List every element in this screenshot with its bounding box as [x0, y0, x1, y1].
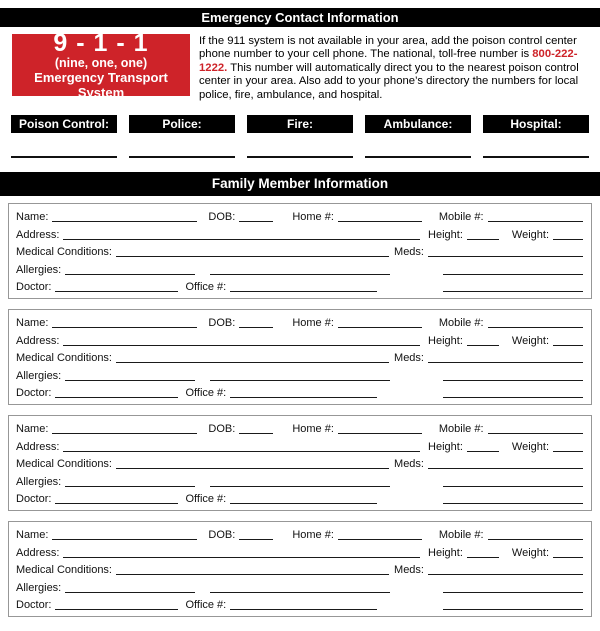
allergies-field-line[interactable]: [65, 486, 195, 487]
medical-conditions-field-line[interactable]: [116, 256, 389, 257]
member-row-2: [16, 225, 583, 242]
name-label: Name:: [16, 317, 49, 330]
meds-field-line[interactable]: [428, 362, 583, 363]
911-callout-box: [12, 28, 190, 100]
address-label: Address:: [16, 546, 60, 559]
doctor-field-line[interactable]: [55, 609, 178, 610]
member-row-2: [16, 543, 583, 560]
office-phone-field-line[interactable]: [230, 291, 377, 292]
member-row-4: [16, 260, 583, 277]
intro-section: [12, 28, 589, 102]
emergency-section-header: [0, 8, 600, 27]
member-row-3: [16, 349, 583, 366]
contact-label: Police:: [162, 117, 202, 132]
height-field-line[interactable]: [467, 557, 499, 558]
office-phone-field-line[interactable]: [230, 397, 377, 398]
contact-label-box: [483, 115, 589, 133]
dob-label: DOB:: [208, 423, 236, 436]
address-field-line[interactable]: [63, 345, 420, 346]
allergies-field-line[interactable]: [65, 592, 195, 593]
office-phone-field-line[interactable]: [230, 503, 377, 504]
office-phone-field-line[interactable]: [230, 609, 377, 610]
mobile-phone-field-line[interactable]: [488, 433, 583, 434]
meds-continued-line-2[interactable]: [443, 503, 583, 504]
name-field-line[interactable]: [52, 327, 197, 328]
office-phone-label: Office #:: [185, 280, 227, 293]
meds-continued-line-2[interactable]: [443, 397, 583, 398]
contact-label-box: [129, 115, 235, 133]
doctor-field-line[interactable]: [55, 397, 178, 398]
height-label: Height:: [428, 334, 463, 347]
name-field-line[interactable]: [52, 221, 197, 222]
contact-label-box: [11, 115, 117, 133]
home-phone-label: Home #:: [292, 317, 334, 330]
weight-label: Weight:: [511, 228, 549, 241]
meds-label: Meds:: [394, 246, 424, 259]
member-row-5: [16, 490, 583, 507]
member-row-4: [16, 472, 583, 489]
dob-label: DOB:: [208, 211, 236, 224]
member-row-1: [16, 420, 583, 437]
member-row-5: [16, 278, 583, 295]
weight-label: Weight:: [511, 546, 549, 559]
dob-field-line[interactable]: [239, 221, 273, 222]
mobile-phone-label: Mobile #:: [438, 529, 484, 542]
family-member-list: [0, 203, 600, 617]
member-row-5: [16, 596, 583, 613]
office-phone-label: Office #:: [185, 386, 227, 399]
weight-field-line[interactable]: [553, 451, 583, 452]
mobile-phone-label: Mobile #:: [438, 317, 484, 330]
height-label: Height:: [428, 440, 463, 453]
family-section-title: Family Member Information: [211, 176, 389, 192]
contact-write-in-line[interactable]: [483, 133, 589, 158]
weight-field-line[interactable]: [553, 239, 583, 240]
home-phone-field-line[interactable]: [338, 433, 422, 434]
contact-label: Ambulance:: [383, 117, 453, 132]
mobile-phone-field-line[interactable]: [488, 221, 583, 222]
contact-write-in-line[interactable]: [247, 133, 353, 158]
meds-continued-line-2[interactable]: [443, 291, 583, 292]
contact-labels-row: [11, 115, 589, 133]
instructions-text-2: This number will automatically direct you to the nearest poison control center in your area. Also add to your phone’s directory the numbers for local police, fire, ambulance, and hospital.: [199, 61, 579, 101]
doctor-label: Doctor:: [16, 386, 52, 399]
meds-field-line[interactable]: [428, 574, 583, 575]
member-row-1: [16, 526, 583, 543]
meds-label: Meds:: [394, 352, 424, 365]
allergies-label: Allergies:: [16, 369, 62, 382]
height-field-line[interactable]: [467, 239, 499, 240]
name-label: Name:: [16, 423, 49, 436]
height-field-line[interactable]: [467, 451, 499, 452]
allergies-label: Allergies:: [16, 263, 62, 276]
office-phone-label: Office #:: [185, 598, 227, 611]
dob-label: DOB:: [208, 317, 236, 330]
member-row-4: [16, 366, 583, 383]
meds-field-line[interactable]: [428, 468, 583, 469]
address-label: Address:: [16, 334, 60, 347]
home-phone-label: Home #:: [292, 423, 334, 436]
address-field-line[interactable]: [63, 239, 420, 240]
medical-conditions-label: Medical Conditions:: [16, 458, 112, 471]
home-phone-field-line[interactable]: [338, 539, 422, 540]
allergies-continued-line[interactable]: [210, 592, 390, 593]
address-field-line[interactable]: [63, 451, 420, 452]
contact-write-in-lines: [11, 133, 589, 158]
name-label: Name:: [16, 529, 49, 542]
weight-label: Weight:: [511, 440, 549, 453]
allergies-continued-line[interactable]: [210, 380, 390, 381]
family-member-card: [8, 309, 592, 405]
home-phone-label: Home #:: [292, 529, 334, 542]
medical-conditions-label: Medical Conditions:: [16, 352, 112, 365]
meds-continued-line-1[interactable]: [443, 380, 583, 381]
dob-label: DOB:: [208, 529, 236, 542]
medical-conditions-field-line[interactable]: [116, 574, 389, 575]
contact-label: Fire:: [286, 117, 313, 132]
meds-continued-line-2[interactable]: [443, 609, 583, 610]
allergies-label: Allergies:: [16, 475, 62, 488]
name-label: Name:: [16, 211, 49, 224]
contact-label: Poison Control:: [19, 117, 109, 132]
weight-field-line[interactable]: [553, 345, 583, 346]
contact-write-in-line[interactable]: [365, 133, 471, 158]
meds-label: Meds:: [394, 564, 424, 577]
meds-continued-line-1[interactable]: [443, 486, 583, 487]
dob-field-line[interactable]: [239, 327, 273, 328]
office-phone-label: Office #:: [185, 492, 227, 505]
page: [0, 8, 600, 617]
doctor-label: Doctor:: [16, 492, 52, 505]
contact-write-in-line[interactable]: [129, 133, 235, 158]
height-field-line[interactable]: [467, 345, 499, 346]
mobile-phone-label: Mobile #:: [438, 423, 484, 436]
address-label: Address:: [16, 228, 60, 241]
911-number: 9 - 1 - 1: [53, 28, 149, 57]
dob-field-line[interactable]: [239, 539, 273, 540]
emergency-section-title: Emergency Contact Information: [201, 10, 399, 25]
doctor-field-line[interactable]: [55, 291, 178, 292]
contact-label-box: [365, 115, 471, 133]
home-phone-label: Home #:: [292, 211, 334, 224]
allergies-continued-line[interactable]: [210, 274, 390, 275]
allergies-label: Allergies:: [16, 581, 62, 594]
medical-conditions-label: Medical Conditions:: [16, 246, 112, 259]
name-field-line[interactable]: [52, 539, 197, 540]
allergies-continued-line[interactable]: [210, 486, 390, 487]
instructions-paragraph: [199, 34, 589, 102]
doctor-field-line[interactable]: [55, 503, 178, 504]
doctor-label: Doctor:: [16, 280, 52, 293]
911-system-label: Emergency Transport System: [34, 69, 168, 100]
meds-field-line[interactable]: [428, 256, 583, 257]
doctor-label: Doctor:: [16, 598, 52, 611]
contact-label-box: [247, 115, 353, 133]
name-field-line[interactable]: [52, 433, 197, 434]
member-row-3: [16, 455, 583, 472]
meds-continued-line-1[interactable]: [443, 592, 583, 593]
member-row-4: [16, 578, 583, 595]
member-row-2: [16, 331, 583, 348]
meds-label: Meds:: [394, 458, 424, 471]
family-member-card: [8, 415, 592, 511]
poison-control-phone-number: 800-222-1222.: [199, 48, 578, 74]
instructions-text-1: If the 911 system is not available in your area, add the poison control center phone number to your cell phone. The national, toll-free number is: [199, 35, 577, 61]
911-words: (nine, one, one): [54, 55, 148, 70]
member-row-5: [16, 384, 583, 401]
member-row-3: [16, 561, 583, 578]
home-phone-field-line[interactable]: [338, 221, 422, 222]
medical-conditions-field-line[interactable]: [116, 468, 389, 469]
mobile-phone-field-line[interactable]: [488, 327, 583, 328]
allergies-field-line[interactable]: [65, 380, 195, 381]
member-row-1: [16, 208, 583, 225]
meds-continued-line-1[interactable]: [443, 274, 583, 275]
home-phone-field-line[interactable]: [338, 327, 422, 328]
address-label: Address:: [16, 440, 60, 453]
allergies-field-line[interactable]: [65, 274, 195, 275]
address-field-line[interactable]: [63, 557, 420, 558]
weight-label: Weight:: [511, 334, 549, 347]
contact-write-in-line[interactable]: [11, 133, 117, 158]
mobile-phone-field-line[interactable]: [488, 539, 583, 540]
mobile-phone-label: Mobile #:: [438, 211, 484, 224]
family-member-card: [8, 521, 592, 617]
member-row-3: [16, 243, 583, 260]
height-label: Height:: [428, 228, 463, 241]
dob-field-line[interactable]: [239, 433, 273, 434]
member-row-1: [16, 314, 583, 331]
member-row-2: [16, 437, 583, 454]
family-member-card: [8, 203, 592, 299]
height-label: Height:: [428, 546, 463, 559]
contact-label: Hospital:: [510, 117, 562, 132]
family-section-header: [0, 172, 600, 196]
weight-field-line[interactable]: [553, 557, 583, 558]
medical-conditions-label: Medical Conditions:: [16, 564, 112, 577]
medical-conditions-field-line[interactable]: [116, 362, 389, 363]
